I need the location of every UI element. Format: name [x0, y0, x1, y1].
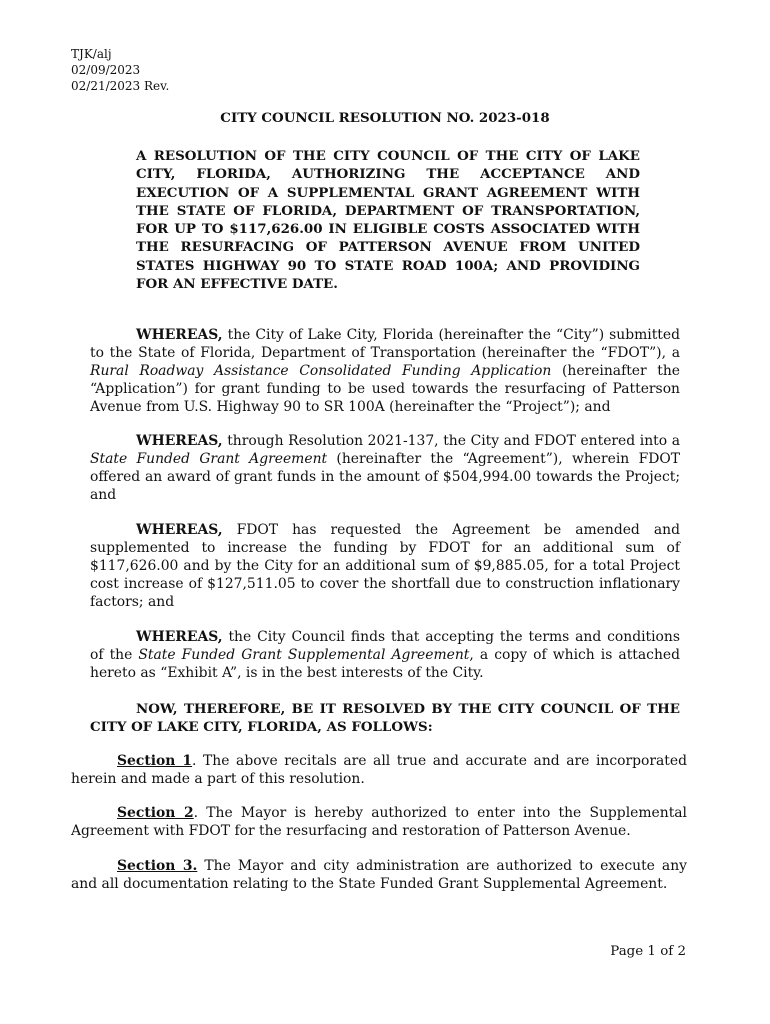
page-number: Page 1 of 2: [610, 944, 686, 959]
section-text: The Mayor is hereby authorized to enter into the Supplemental Agreement with FDOT for the resurfacing and restoration of Patterson Avenue.: [71, 805, 687, 840]
whereas-italic-title: State Funded Grant Agreement: [90, 451, 328, 468]
resolution-title: CITY COUNCIL RESOLUTION NO. 2023-018: [220, 110, 550, 126]
section-separator: .: [193, 805, 207, 821]
section-separator: .: [192, 753, 204, 769]
whereas-text-continued: , a copy of which is attached hereto as “Exhibit A”, is in the best interests of the City.: [90, 647, 680, 682]
section-text: The above recitals are all true and accurate and are incorporated herein and made a part of this resolution.: [71, 753, 687, 788]
document-header-meta: [71, 46, 169, 94]
section-1: [71, 752, 687, 788]
section-3: [71, 857, 687, 893]
section-label: Section 3.: [117, 858, 198, 874]
resolution-caption: A RESOLUTION OF THE CITY COUNCIL OF THE CITY OF LAKE CITY, FLORIDA, AUTHORIZING THE ACCEPTANCE AND EXECUTION OF A SUPPLEMENTAL GRANT AGREEMENT WITH THE STATE OF FLORIDA, DEPARTMENT OF TRANSPORTATION, FOR UP TO $117,626.00 IN ELIGIBLE COSTS ASSOCIATED WITH THE RESURFACING OF PATTERSON AVENUE FROM UNITED STATES HIGHWAY 90 TO STATE ROAD 100A; AND PROVIDING FOR AN EFFECTIVE DATE.: [136, 148, 640, 293]
whereas-italic-title: Rural Roadway Assistance Consolidated Funding Application: [90, 363, 552, 380]
whereas-paragraph-1: [90, 326, 680, 416]
whereas-text-continued: (hereinafter the “Agreement”), wherein FDOT offered an award of grant funds in the amount of $504,994.00 towards the Project; and: [90, 451, 680, 504]
whereas-lead: WHEREAS,: [136, 629, 223, 645]
whereas-paragraph-4: [90, 628, 680, 682]
revision-date: 02/21/2023 Rev.: [71, 79, 170, 93]
whereas-text: the City of Lake City, Florida (hereinafter the “City”) submitted to the State of Florida, Department of Transportation (hereinafter the “FDOT”), a: [90, 327, 680, 362]
whereas-italic-title: State Funded Grant Supplemental Agreement: [138, 647, 470, 664]
whereas-text: the City Council finds that accepting the terms and conditions of the: [90, 629, 680, 664]
author-initials: TJK/alj: [71, 47, 112, 61]
whereas-paragraph-3: [90, 521, 680, 611]
whereas-text: FDOT has requested the Agreement be amended and supplemented to increase the funding by FDOT for an additional sum of $117,626.00 and by the City for an additional sum of $9,885.05, for a total Project cost increase of $127,511.05 to cover the shortfall due to construction inflationary factors; and: [90, 522, 680, 611]
whereas-lead: WHEREAS,: [136, 522, 223, 538]
resolved-clause: NOW, THEREFORE, BE IT RESOLVED BY THE CITY COUNCIL OF THE CITY OF LAKE CITY, FLORIDA, AS FOLLOWS:: [90, 701, 680, 736]
section-label: Section 1: [117, 753, 193, 769]
whereas-paragraph-2: [90, 432, 680, 504]
section-label: Section 2: [117, 805, 194, 821]
whereas-lead: WHEREAS,: [136, 433, 223, 449]
original-date: 02/09/2023: [71, 63, 141, 77]
whereas-lead: WHEREAS,: [136, 327, 223, 343]
section-2: [71, 804, 687, 840]
whereas-text-continued: (hereinafter the “Application”) for grant funding to be used towards the resurfacing of Patterson Avenue from U.S. Highway 90 to SR 100A (hereinafter the “Project”); and: [90, 363, 680, 416]
whereas-text: through Resolution 2021-137, the City and FDOT entered into a: [222, 433, 680, 449]
section-text: The Mayor and city administration are authorized to execute any and all documentation relating to the State Funded Grant Supplemental Agreement.: [71, 858, 687, 893]
